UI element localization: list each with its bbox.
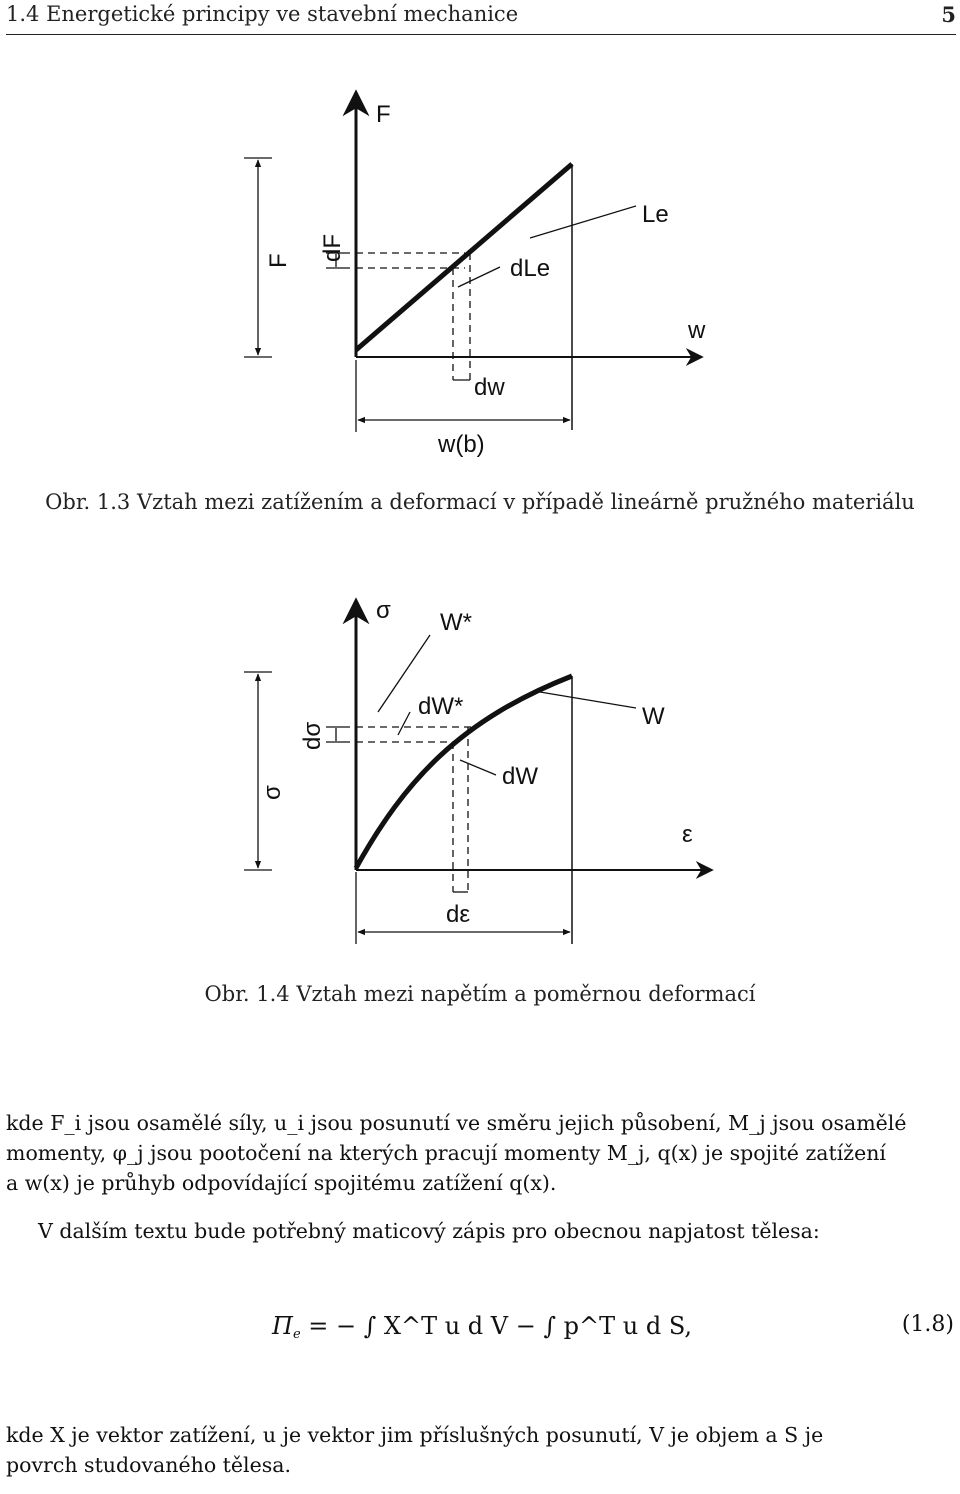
paragraph-1 <box>6 1108 956 1198</box>
paragraph-3-line-2: povrch studovaného tělesa. <box>6 1453 291 1477</box>
nonlinear-curve <box>356 676 572 868</box>
paragraph-1-line-1: kde F_i jsou osamělé síly, u_i jsou posunutí ve směru jejich působení, M_j jsou osamělé <box>6 1111 907 1135</box>
dsigma-label: dσ <box>299 721 326 750</box>
sigma-axis-label: σ <box>376 597 391 624</box>
epsilon-axis-label: ε <box>682 821 693 848</box>
dwstar-label: dW* <box>418 693 464 720</box>
dle-label: dLe <box>510 255 551 282</box>
paragraph-1-line-2: momenty, φ_j jsou pootočení na kterých pracují momenty M_j, q(x) je spojité zatížení <box>6 1141 886 1165</box>
equation-1-8 <box>0 1290 960 1380</box>
section-title: 1.4 Energetické principy ve stavební mechanice <box>6 2 519 26</box>
equation-body <box>272 1312 692 1342</box>
f-dim-label: F <box>265 253 292 268</box>
wstar-label: W* <box>440 609 472 636</box>
deps-label: dε <box>446 901 471 928</box>
w-label: W <box>642 703 665 730</box>
page-number: 5 <box>941 2 956 27</box>
w-axis-label: w <box>688 317 706 344</box>
f-axis-label: F <box>376 101 391 128</box>
paragraph-3-line-1: kde X je vektor zatížení, u je vektor jim příslušných posunutí, V je objem a S je <box>6 1423 824 1447</box>
le-label: Le <box>642 201 669 228</box>
eq-lhs-sub: e <box>292 1327 301 1342</box>
figure1-caption: Obr. 1.3 Vztah mezi zatížením a deformací v případě lineárně pružného materiálu <box>45 490 915 514</box>
paragraph-3 <box>6 1420 956 1480</box>
running-header <box>6 0 956 35</box>
eq-lhs: Π <box>272 1312 293 1340</box>
paragraph-1-line-3: a w(x) je průhyb odpovídající spojitému zatížení q(x). <box>6 1171 557 1195</box>
sigma-dim-label: σ <box>259 785 286 800</box>
figure-stress-strain <box>0 590 960 950</box>
eq-expression: = − ∫ X^T u d V − ∫ p^T u d S, <box>308 1312 693 1340</box>
figure-load-deformation <box>0 80 960 470</box>
figure2-caption: Obr. 1.4 Vztah mezi napětím a poměrnou deformací <box>204 982 756 1006</box>
equation-number: (1.8) <box>901 1312 954 1337</box>
wb-label: w(b) <box>438 431 485 458</box>
paragraph-2: V dalším textu bude potřebný maticový zápis pro obecnou napjatost tělesa: <box>38 1219 820 1243</box>
dw-label: dW <box>502 763 538 790</box>
dw-label: dw <box>474 374 505 401</box>
df-label: dF <box>319 233 346 262</box>
